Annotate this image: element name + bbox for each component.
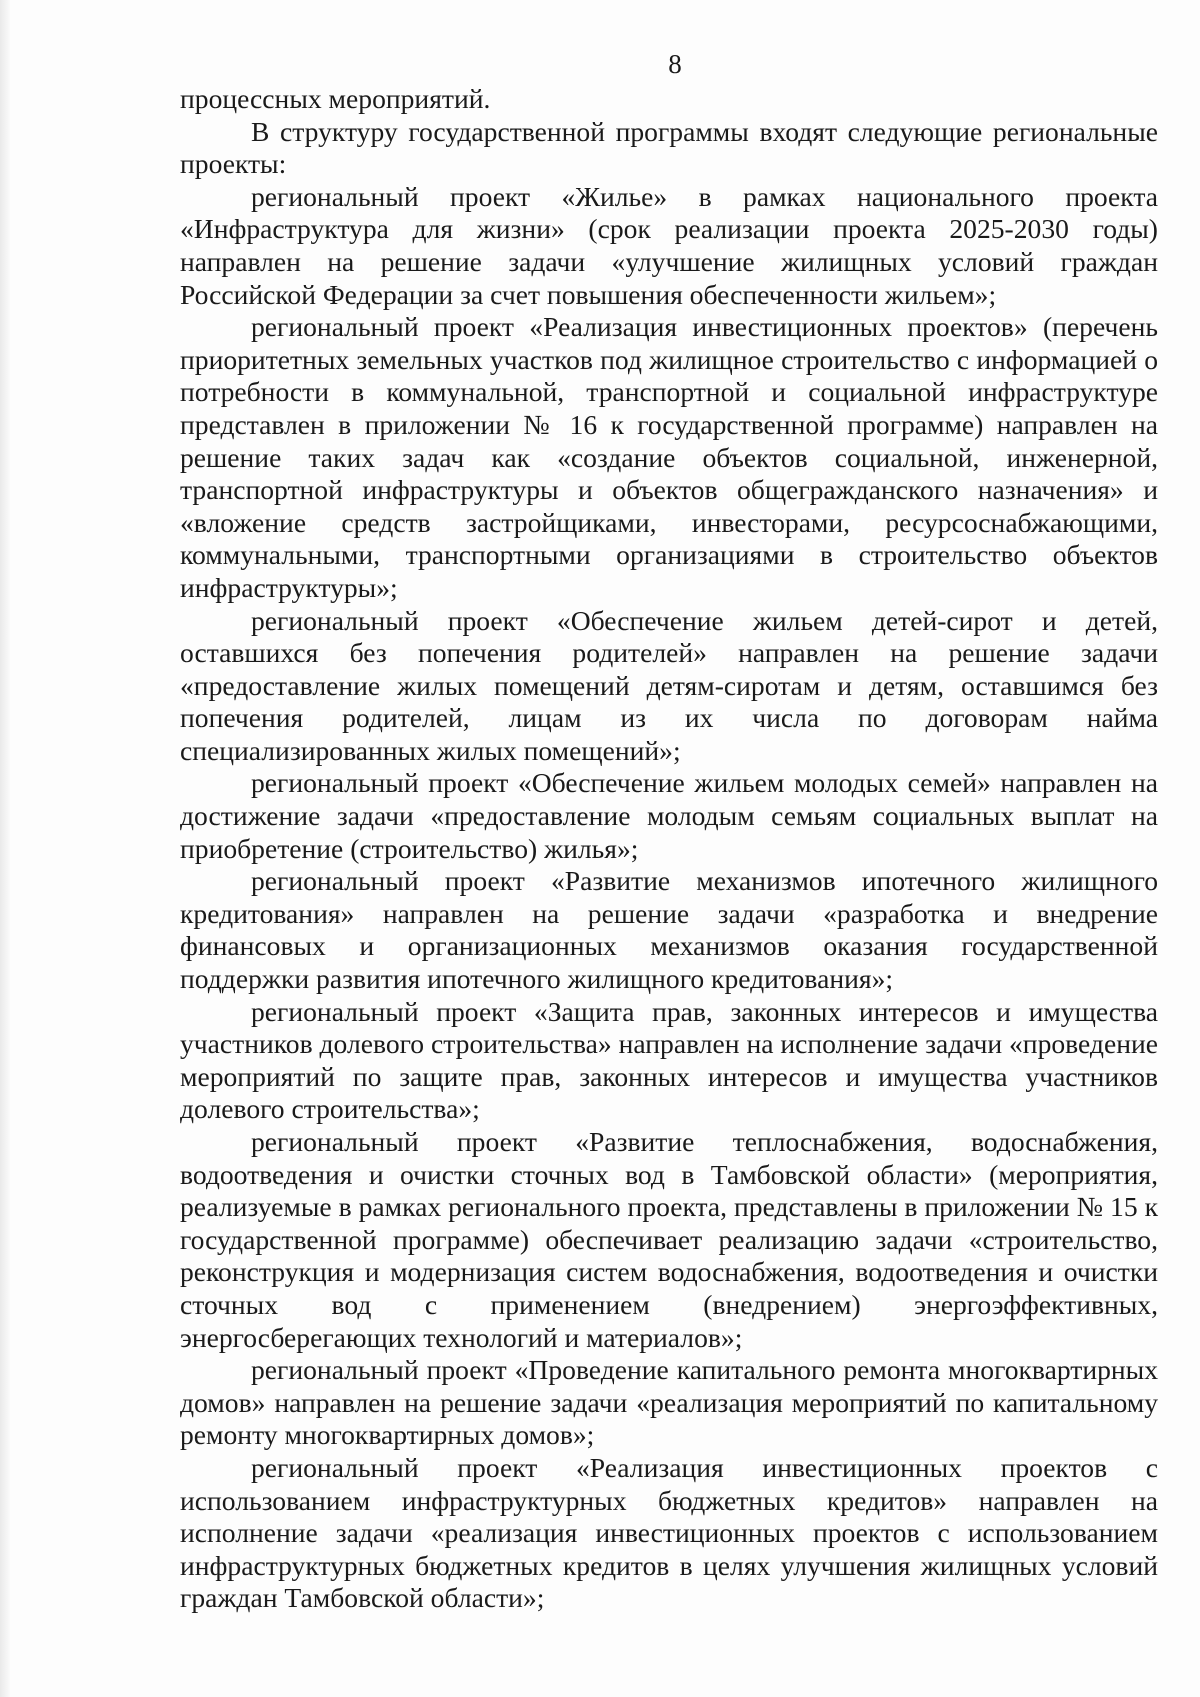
paragraph-project-young-families: региональный проект «Обеспечение жильем молодых семей» направлен на достижение задачи «предоставление молодым семьям социальных выплат на приобретение (строительство) жилья»; [180,767,1158,864]
paragraph-project-capital-repair: региональный проект «Проведение капитального ремонта многоквартирных домов» направлен на решение задачи «реализация мероприятий по капитальному ремонту многоквартирных домов»; [180,1354,1158,1451]
paragraph-project-investment: региональный проект «Реализация инвестиционных проектов» (перечень приоритетных земельных участков под жилищное строительство с информацией о потребности в коммунальной, транспортной и социальной инфраструктуре представлен в приложении № 16 к государственной программе) направлен на решение таких задач как «создание объектов социальной, инженерной, транспортной инфраструктуры и объектов общегражданского назначения» и «вложение средств застройщиками, инвесторами, ресурсоснабжающими, коммунальными, транспортными организациями в строительство объектов инфраструктуры»; [180,311,1158,603]
document-body [180,83,1158,1615]
paragraph-continuation: процессных мероприятий. [180,83,491,114]
scan-edge [0,0,10,1697]
paragraph-project-mortgage: региональный проект «Развитие механизмов ипотечного жилищного кредитования» направлен на решение задачи «разработка и внедрение финансовых и организационных механизмов оказания государственной поддержки развития ипотечного жилищного кредитования»; [180,865,1158,995]
paragraph-project-shared-construction: региональный проект «Защита прав, законных интересов и имущества участников долевого строительства» направлен на исполнение задачи «проведение мероприятий по защите прав, законных интересов и имущества участников долевого строительства»; [180,995,1158,1125]
page-number: 8 [668,49,682,79]
paragraph-project-infrastructure-credits: региональный проект «Реализация инвестиционных проектов с использованием инфраструктурных бюджетных кредитов» направлен на исполнение задачи «реализация инвестиционных проектов с использованием инфраструктурных бюджетных кредитов в целях улучшения жилищных условий граждан Тамбовской области»; [180,1451,1158,1614]
paragraph-project-water-heat: региональный проект «Развитие теплоснабжения, водоснабжения, водоотведения и очистки сточных вод в Тамбовской области» (мероприятия, реализуемые в рамках регионального проекта, представлены в приложении № 15 к государственной программе) обеспечивает реализацию задачи «строительство, реконструкция и модернизация систем водоснабжения, водоотведения и очистки сточных вод с применением (внедрением) энергоэффективных, энергосберегающих технологий и материалов»; [180,1126,1158,1353]
paragraph-project-housing: региональный проект «Жилье» в рамках национального проекта «Инфраструктура для жизни» (срок реализации проекта 2025-2030 годы) направлен на решение задачи «улучшение жилищных условий граждан Российской Федерации за счет повышения обеспеченности жильем»; [180,180,1158,310]
paragraph-project-orphans: региональный проект «Обеспечение жильем детей-сирот и детей, оставшихся без попечения родителей» направлен на решение задачи «предоставление жилых помещений детям-сиротам и детям, оставшимся без попечения родителей, лицам из их числа по договорам найма специализированных жилых помещений»; [180,604,1158,766]
paragraph-intro: В структуру государственной программы входят следующие региональные проекты: [180,115,1158,180]
